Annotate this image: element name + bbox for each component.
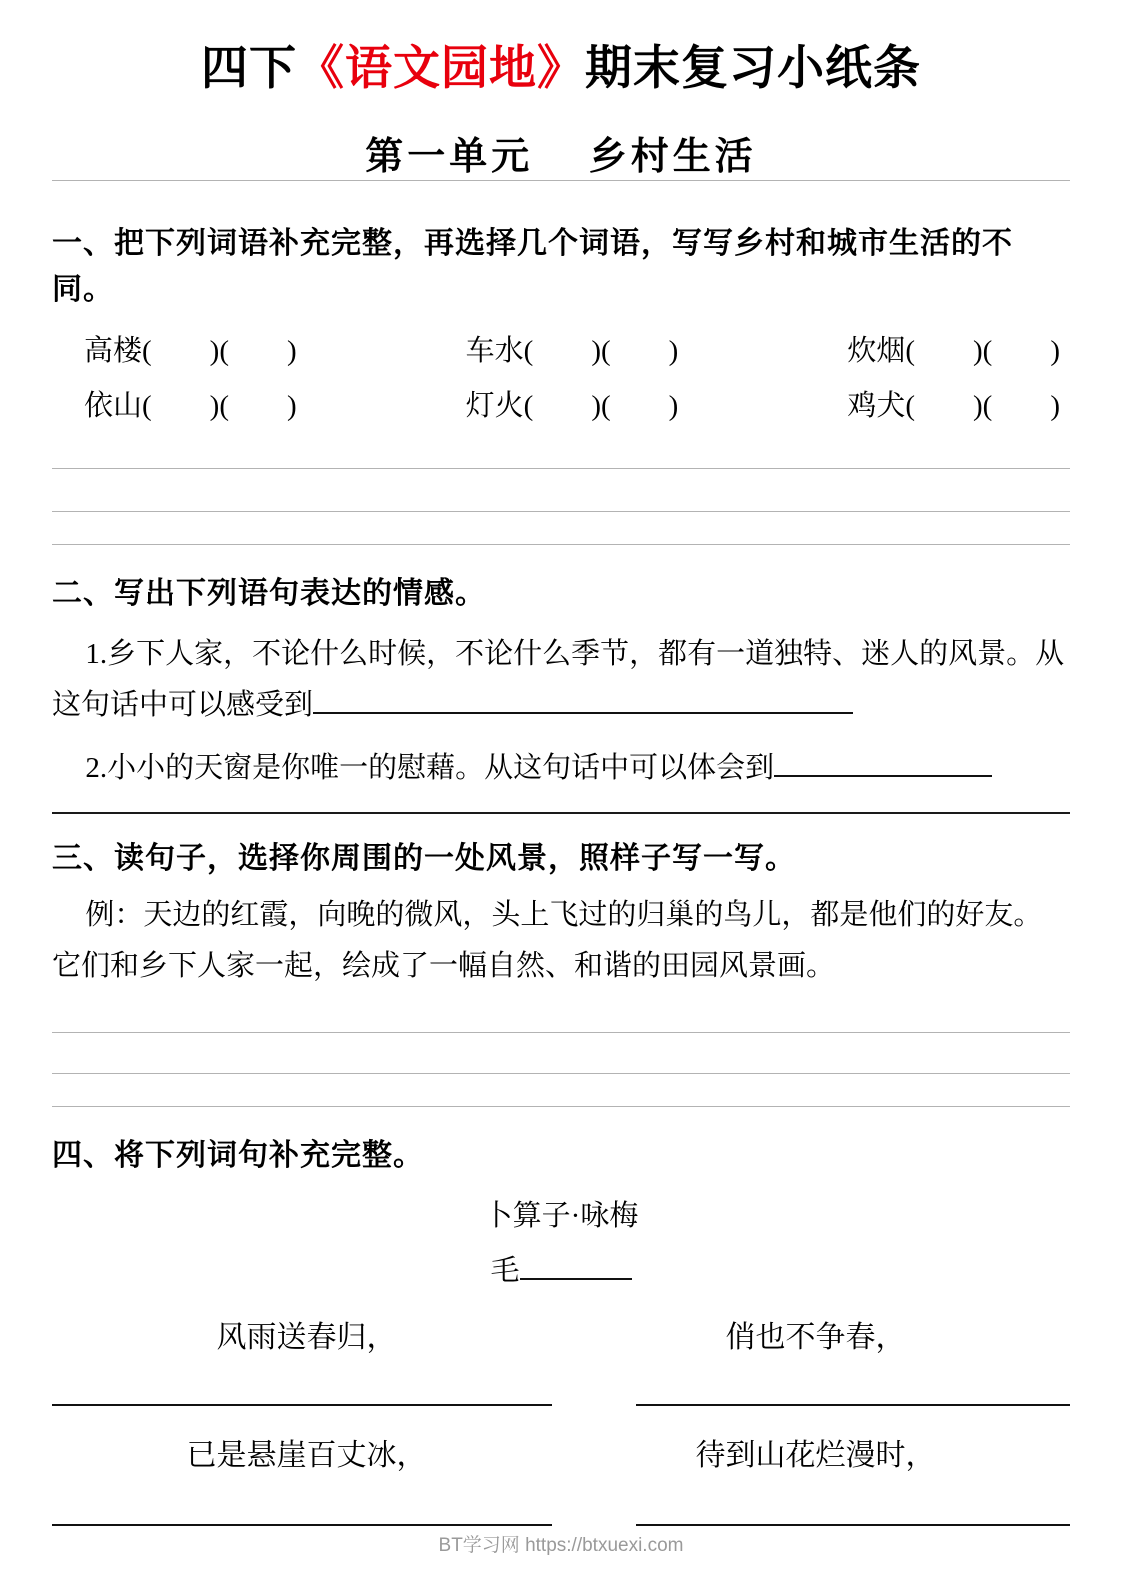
section3-heading: 三、读句子，选择你周围的一处风景，照样子写一写。 [52, 841, 796, 875]
poem-answer-blank [636, 1404, 1070, 1406]
word-blank-cell: 车水( )( ) [465, 334, 679, 367]
example-sentence: 例：天边的红霞，向晚的微风，头上飞过的归巢的鸟儿，都是他们的好友。它们和乡下人家一起，绘成了一幅自然、和谐的田园风景画。 [52, 899, 1043, 982]
author-blank [520, 1251, 632, 1280]
word-blank-cell: 鸡犬( )( ) [847, 389, 1060, 422]
poem-answer-blank [52, 1524, 552, 1526]
writing-line [52, 544, 1070, 545]
poem-answer-blank [52, 1404, 552, 1406]
writing-line [52, 1073, 1070, 1074]
footer-watermark: BT学习网 https://btxuexi.com [438, 1535, 684, 1556]
answer-line [52, 812, 1070, 814]
word-row [84, 324, 1060, 379]
poem-author-line [52, 1248, 1070, 1294]
answer-blank [774, 748, 992, 777]
title-highlight: 《语文园地》 [297, 43, 585, 95]
poem-line-row [52, 1430, 1070, 1474]
poem-blank-row [52, 1524, 1070, 1526]
poem-blank-row [52, 1404, 1070, 1406]
section4-heading: 四、将下列词句补充完整。 [52, 1138, 424, 1172]
word-blank-cell: 高楼( )( ) [84, 334, 297, 367]
poem-answer-blank [636, 1524, 1070, 1526]
poem-line-left: 风雨送春归， [216, 1320, 397, 1354]
word-row [84, 379, 1060, 434]
word-blank-cell: 灯火( )( ) [465, 389, 679, 422]
poem-line-left: 已是悬崖百丈冰， [186, 1438, 427, 1472]
writing-line [52, 511, 1070, 512]
section1-heading: 一、把下列词语补充完整，再选择几个词语，写写乡村和城市生活的不同。 [52, 226, 1013, 307]
word-blank-cell: 炊烟( )( ) [847, 334, 1060, 367]
writing-line [52, 468, 1070, 469]
question-2-text: 2.小小的天窗是你唯一的慰藉。从这句话中可以体会到 [85, 751, 775, 784]
author-prefix: 毛 [490, 1254, 520, 1287]
question-1-text: 1.乡下人家，不论什么时候，不论什么季节，都有一道独特、迷人的风景。从这句话中可以感受到 [52, 638, 1065, 722]
writing-line [52, 1032, 1070, 1033]
writing-line [52, 1106, 1070, 1107]
section2-heading: 二、写出下列语句表达的情感。 [52, 576, 486, 610]
title-suffix: 期末复习小纸条 [585, 43, 921, 95]
answer-blank [313, 685, 853, 714]
question-2 [52, 743, 1070, 794]
unit-subtitle: 第一单元 乡村生活 [365, 135, 757, 178]
poem-line-right: 待到山花烂漫时， [695, 1438, 936, 1472]
word-fill-grid [52, 324, 1070, 434]
question-1 [52, 629, 1070, 731]
poem-line-row [52, 1312, 1070, 1356]
page-title [52, 40, 1070, 99]
word-blank-cell: 依山( )( ) [84, 389, 297, 422]
poem-line-right: 俏也不争春， [725, 1320, 906, 1354]
section-divider [52, 180, 1070, 181]
poem-title: 卜算子·咏梅 [483, 1200, 639, 1233]
title-prefix: 四下 [201, 43, 297, 95]
